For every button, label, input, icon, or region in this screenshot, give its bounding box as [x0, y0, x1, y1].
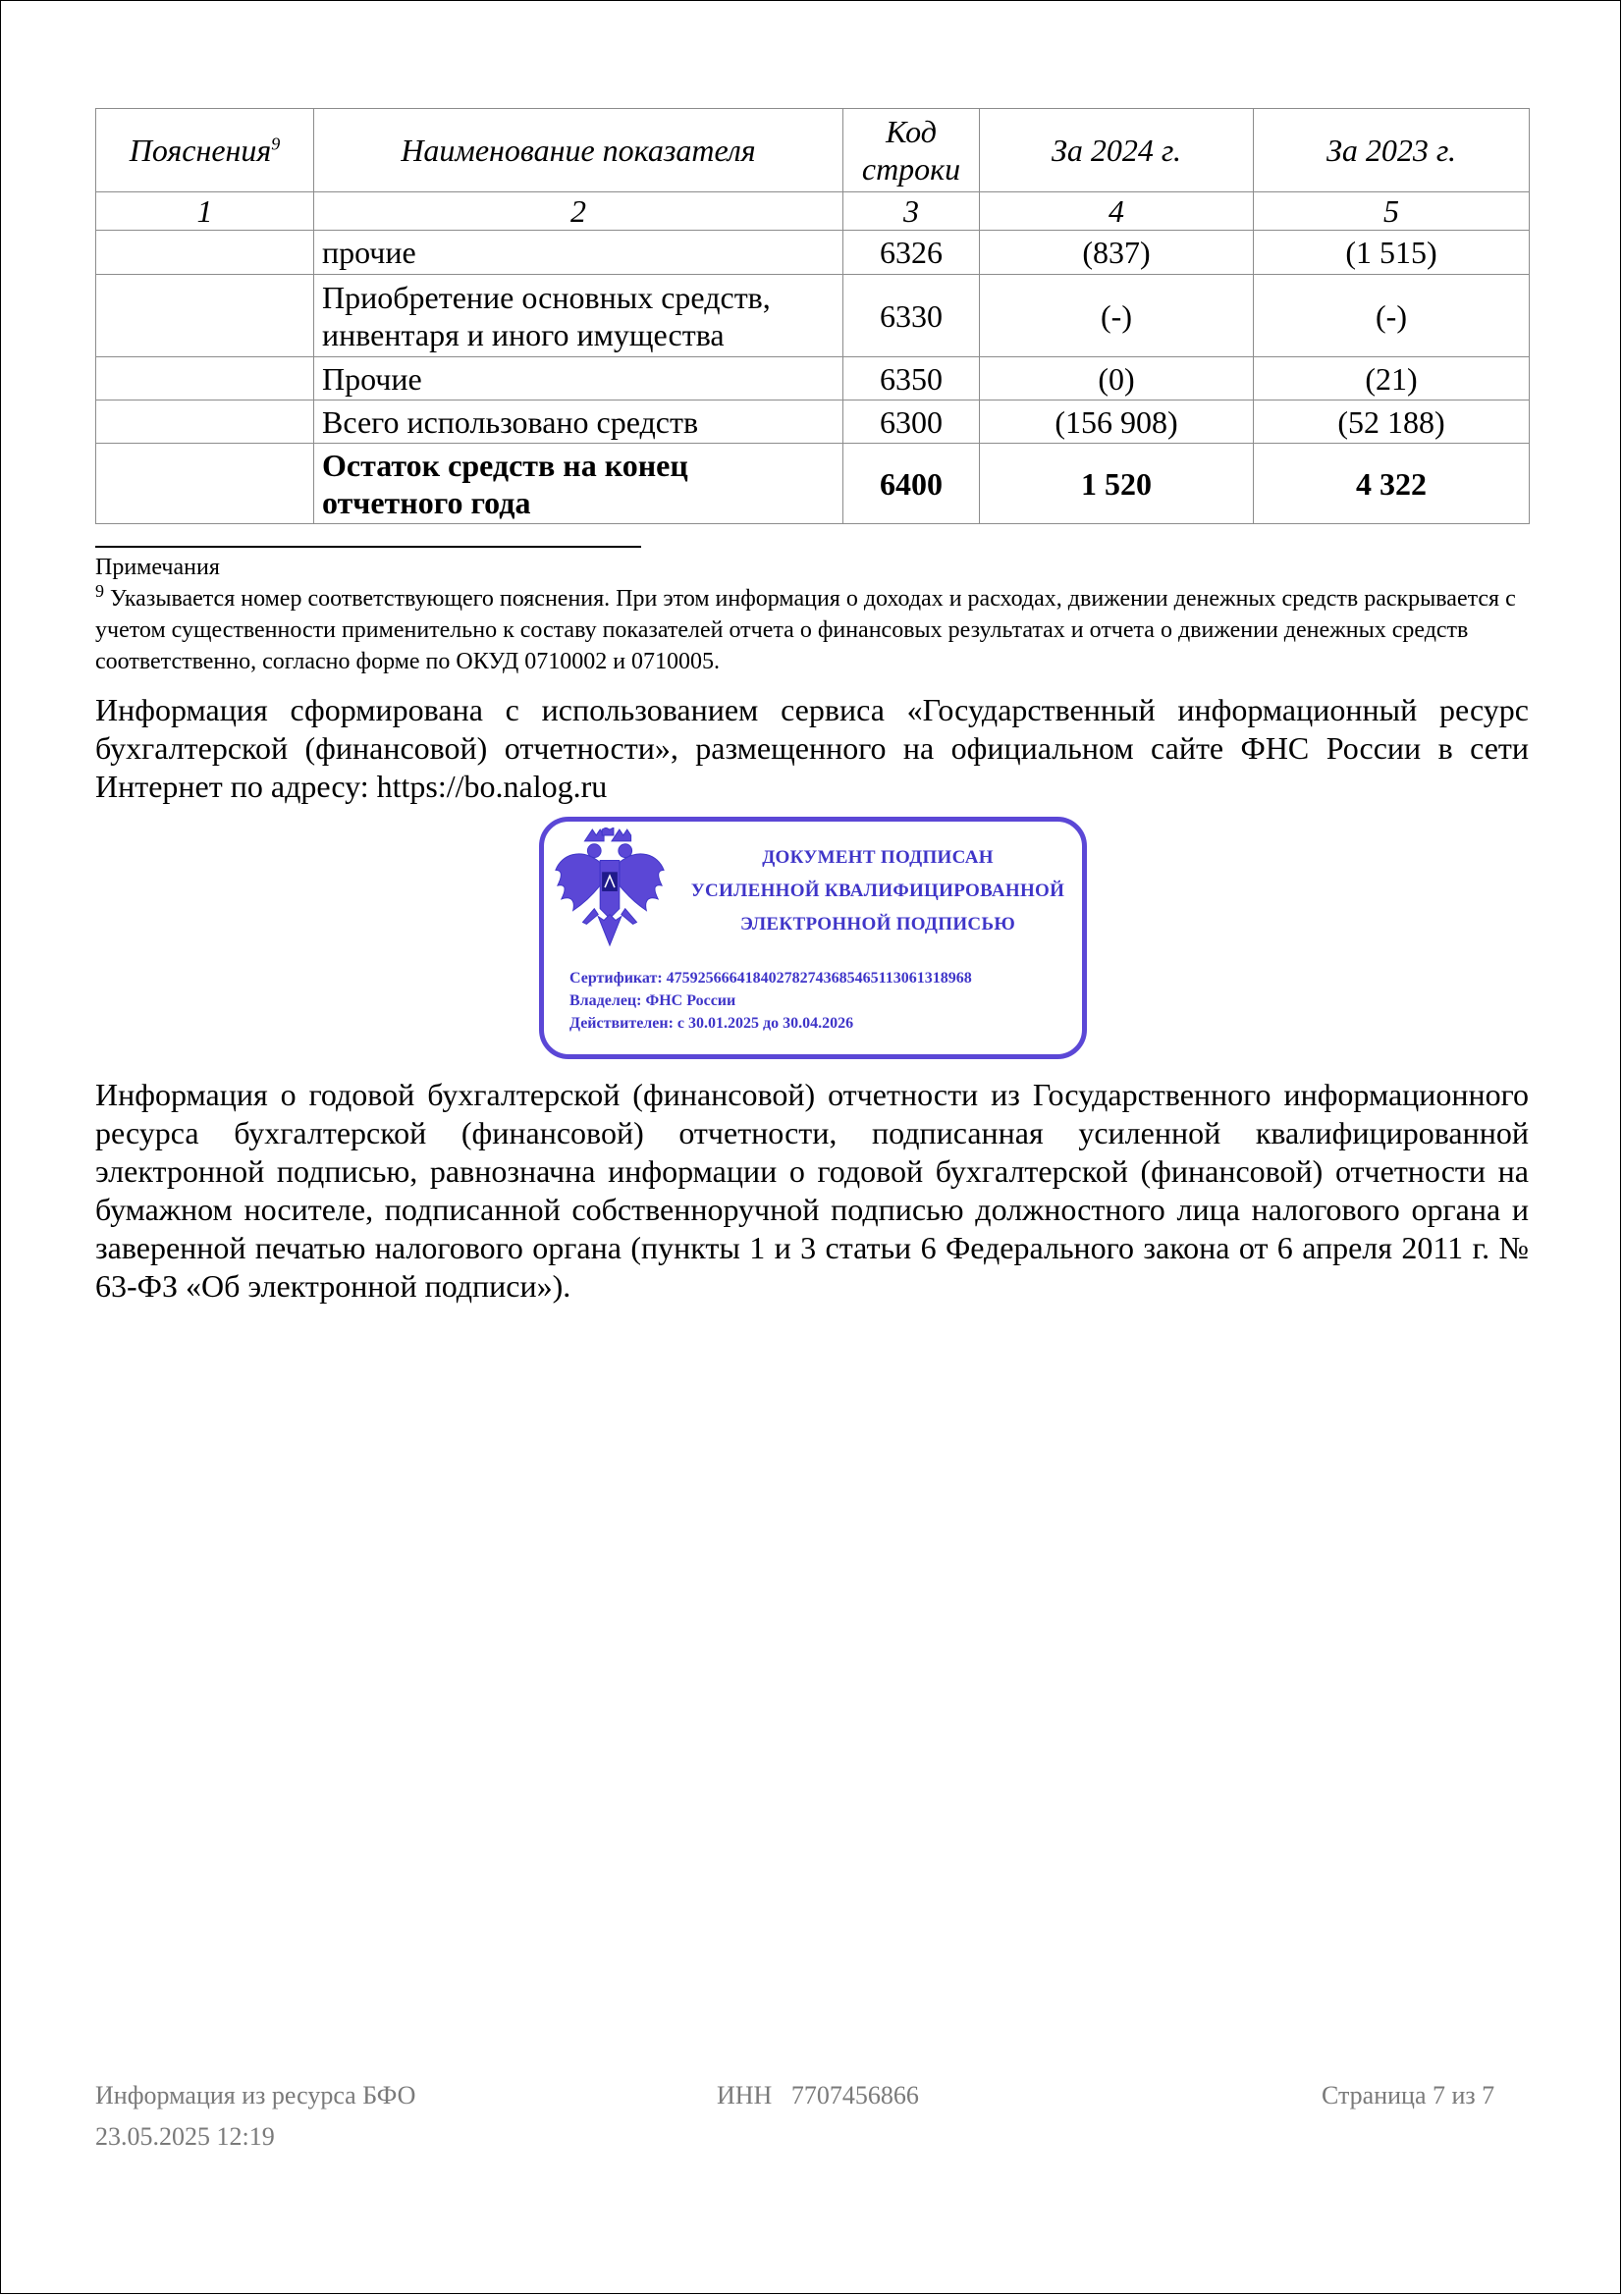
row-indicator-name: Остаток средств на конец отчетного года: [314, 444, 843, 524]
column-number-row: [96, 192, 1530, 231]
row-value-2023: (1 515): [1254, 231, 1530, 275]
double-headed-eagle-emblem-icon: [552, 828, 668, 953]
row-indicator-name: Прочие: [314, 357, 843, 400]
stamp-validity: Действителен: с 30.01.2025 до 30.04.2026: [569, 1015, 854, 1032]
row-value-2024: 1 520: [980, 444, 1254, 524]
row-explanation: [96, 275, 314, 357]
stamp-details: [569, 967, 972, 1035]
legal-paragraph: Информация о годовой бухгалтерской (финансовой) отчетности из Государственного информационного ресурса бухгалтерской (финансовой) отчетности, подписанная усиленной квалифицированной электронной подписью, равнозначна информации о годовой бухгалтерской (финансовой) отчетности на бумажном носителе, подписанной собственноручной подписью должностного лица налогового органа и заверенной печатью налогового органа (пункты 1 и 3 статьи 6 Федерального закона от 6 апреля 2011 г. № 63-ФЗ «Об электронной подписи»).: [95, 1077, 1529, 1304]
table-row-total: [96, 444, 1530, 524]
column-number: 3: [843, 192, 980, 231]
table-row: [96, 357, 1530, 400]
row-code: 6350: [843, 357, 980, 400]
row-explanation: [96, 231, 314, 275]
row-indicator-name: прочие: [314, 231, 843, 275]
table-row: [96, 400, 1530, 444]
row-explanation: [96, 357, 314, 400]
row-code: 6326: [843, 231, 980, 275]
table-row: [96, 231, 1530, 275]
row-explanation: [96, 444, 314, 524]
row-code: 6300: [843, 400, 980, 444]
header-row-code: Код строки: [843, 109, 980, 192]
row-explanation: [96, 400, 314, 444]
stamp-certificate: Сертификат: 475925666418402782743685465113061318968: [569, 970, 972, 987]
row-code: 6400: [843, 444, 980, 524]
header-explanations: Пояснения$^9$: [96, 109, 314, 192]
stamp-title-line: УСИЛЕННОЙ КВАЛИФИЦИРОВАННОЙ: [690, 881, 1065, 901]
row-value-2023: (21): [1254, 357, 1530, 400]
footnote-heading: Примечания: [95, 555, 220, 580]
row-value-2024: (156 908): [980, 400, 1254, 444]
footer-source: Информация из ресурса БФО: [95, 2081, 416, 2109]
footnote-separator: [95, 546, 641, 548]
row-value-2023: (-): [1254, 275, 1530, 357]
row-value-2024: (0): [980, 357, 1254, 400]
footnote-marker: 9: [95, 581, 104, 601]
footnote-text: $^9$ Указывается номер соответствующего пояснения. При этом информация о доходах и расходах, движении денежных средств раскрывается с учетом существенности применительно к составу показателей отчета о финансовых результатах и отчета о движении денежных средств соответственно, согласно форме по ОКУД 0710002 и 0710005.: [95, 581, 1516, 674]
header-indicator-name: Наименование показателя: [314, 109, 843, 192]
footer-page-number: Страница 7 из 7: [1322, 2081, 1495, 2109]
row-indicator-name: Всего использовано средств: [314, 400, 843, 444]
row-value-2024: (837): [980, 231, 1254, 275]
footnote-block: [95, 552, 1529, 677]
info-paragraph: Информация сформирована с использованием сервиса «Государственный информационный ресурс бухгалтерской (финансовой) отчетности», размещенного на официальном сайте ФНС России в сети Интернет по адресу: https://bo.nalog.ru: [95, 692, 1529, 804]
header-year-2024: За 2024 г.: [980, 109, 1254, 192]
stamp-title: [672, 841, 1084, 941]
row-value-2024: (-): [980, 275, 1254, 357]
column-number: 2: [314, 192, 843, 231]
column-number: 1: [96, 192, 314, 231]
stamp-title-line: ДОКУМЕНТ ПОДПИСАН: [762, 847, 994, 868]
footer-inn: ИНН 7707456866: [717, 2081, 919, 2109]
row-value-2023: 4 322: [1254, 444, 1530, 524]
financial-table: [95, 108, 1530, 524]
row-code: 6330: [843, 275, 980, 357]
column-number: 5: [1254, 192, 1530, 231]
table-row: [96, 275, 1530, 357]
digital-signature-stamp: [539, 817, 1087, 1059]
row-indicator-name: Приобретение основных средств, инвентаря и иного имущества: [314, 275, 843, 357]
row-value-2023: (52 188): [1254, 400, 1530, 444]
column-number: 4: [980, 192, 1254, 231]
table-header-row: [96, 109, 1530, 192]
header-year-2023: За 2023 г.: [1254, 109, 1530, 192]
footer-datetime: 23.05.2025 12:19: [95, 2122, 275, 2151]
stamp-title-line: ЭЛЕКТРОННОЙ ПОДПИСЬЮ: [739, 914, 1016, 934]
stamp-owner: Владелец: ФНС России: [569, 992, 736, 1009]
